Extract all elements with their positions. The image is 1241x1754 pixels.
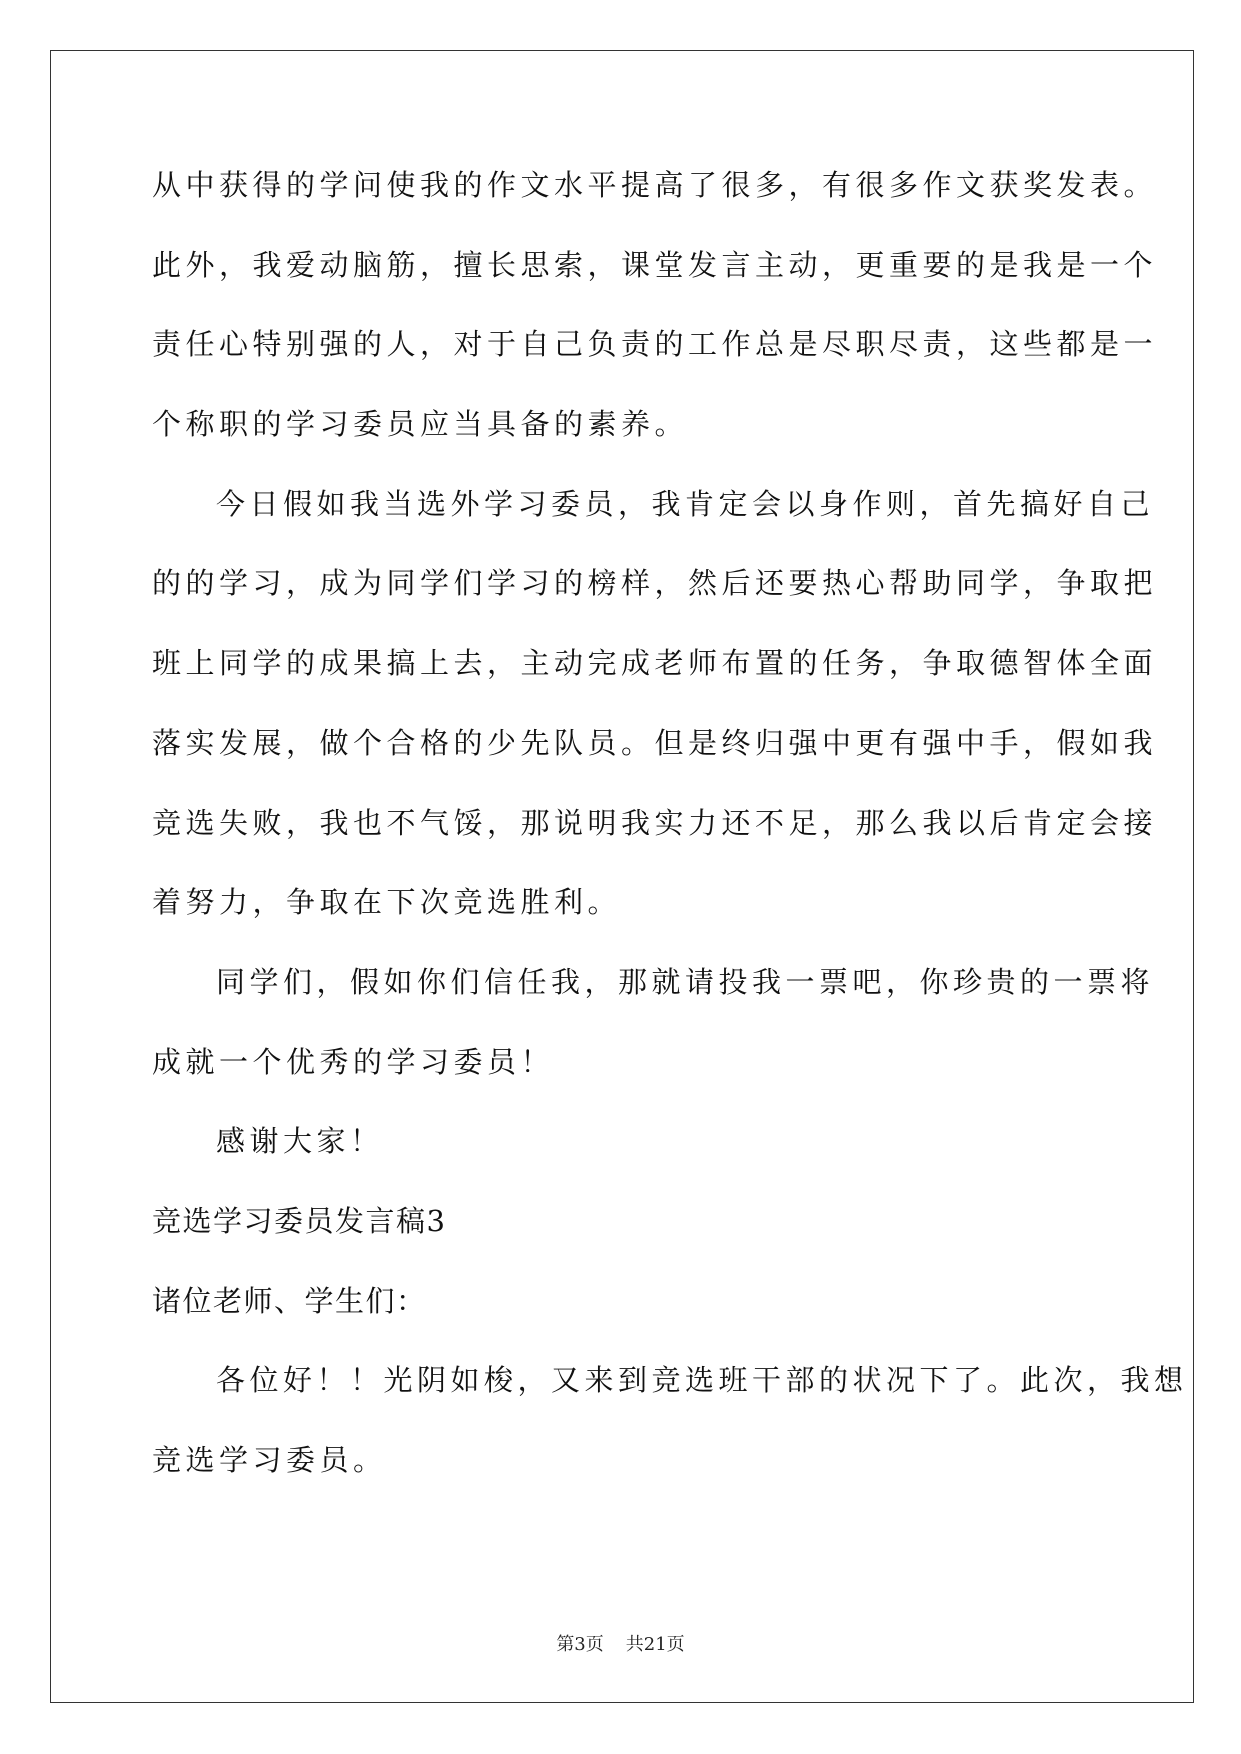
text-line: 竞选学习委员。 — [152, 1443, 387, 1477]
text-line: 成就一个优秀的学习委员！ — [152, 1044, 555, 1079]
closing-line: 感谢大家！ — [216, 1124, 384, 1159]
text-line: 落实发展，做个合格的少先队员。但是终归强中更有强中手，假如我 — [152, 725, 1158, 760]
page-footer — [0, 1630, 1241, 1656]
total-pages: 共21页 — [625, 1634, 685, 1655]
text-line: 个称职的学习委员应当具备的素养。 — [152, 407, 689, 442]
text-line: 的的学习，成为同学们学习的榜样，然后还要热心帮助同学，争取把 — [152, 566, 1158, 601]
salutation-line: 诸位老师、学生们： — [152, 1283, 427, 1318]
paragraph-start-line: 今日假如我当选外学习委员，我肯定会以身作则，首先搞好自己 — [216, 486, 1155, 521]
section-title: 竞选学习委员发言稿3 — [152, 1203, 447, 1238]
text-line: 此外，我爱动脑筋，擅长思索，课堂发言主动，更重要的是我是一个 — [152, 247, 1158, 282]
text-line: 着努力，争取在下次竞选胜利。 — [152, 885, 622, 920]
page-number: 第3页 — [556, 1634, 604, 1655]
paragraph-start-line: 同学们，假如你们信任我，那就请投我一票吧，你珍贵的一票将 — [216, 964, 1155, 999]
text-line: 从中获得的学问使我的作文水平提高了很多，有很多作文获奖发表。 — [152, 168, 1158, 202]
document-body — [152, 165, 1188, 1520]
text-line: 班上同学的成果搞上去，主动完成老师布置的任务，争取德智体全面 — [152, 646, 1158, 681]
text-line: 责任心特别强的人，对于自己负责的工作总是尽职尽责，这些都是一 — [152, 327, 1158, 362]
paragraph-start-line: 各位好！！光阴如梭，又来到竞选班干部的状况下了。此次，我想 — [216, 1363, 1188, 1398]
text-line: 竞选失败，我也不气馁，那说明我实力还不足，那么我以后肯定会接 — [152, 805, 1158, 840]
